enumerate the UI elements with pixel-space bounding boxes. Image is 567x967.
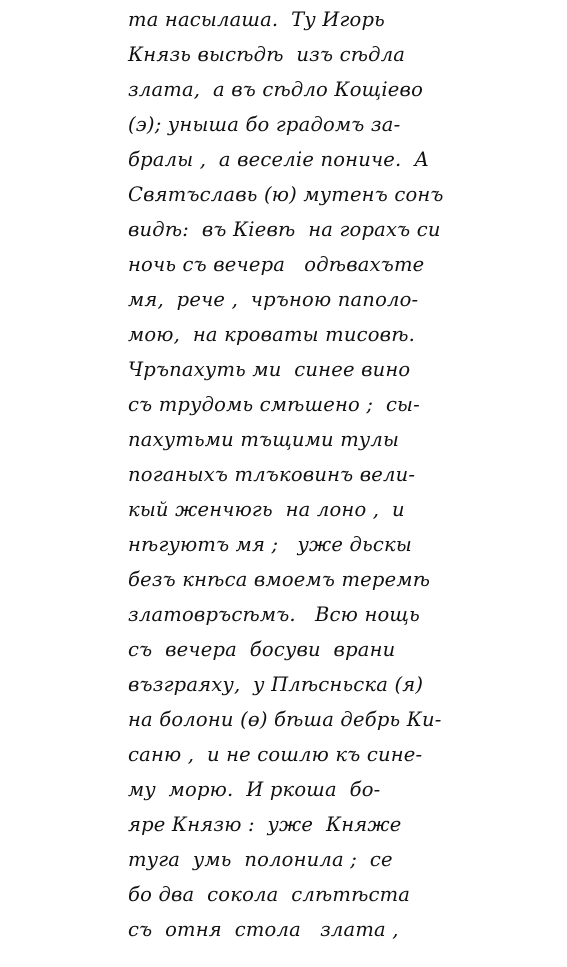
text-line: златовръсѣмъ. Всю нощь (128, 603, 420, 626)
text-line: саню , и не сошлю къ сине- (128, 743, 423, 766)
text-line: съ вечера босуви врани (128, 638, 396, 661)
text-line: видѣ: въ Кіевѣ на горахъ си (128, 218, 441, 241)
text-line: съ отня стола злата , (128, 918, 399, 941)
text-line: кый женчюгь на лоно , и (128, 498, 405, 521)
text-line: яре Князю : уже Княже (128, 813, 402, 836)
text-line: безъ кнѣса вмоемъ теремѣ (128, 568, 431, 591)
text-line: поганыхъ тлъковинъ вели- (128, 463, 416, 486)
text-line: Чръпахуть ми синее вино (128, 358, 411, 381)
text-line: Князь высѣдѣ изъ сѣдла (128, 43, 406, 66)
text-line: туга умь полонила ; се (128, 848, 393, 871)
text-line: му морю. И ркоша бо- (128, 778, 381, 801)
text-line: злата, а въ сѣдло Кощіево (128, 78, 424, 101)
text-line: нѣгуютъ мя ; уже дьскы (128, 533, 412, 556)
text-line: на болони (ө) бѣша дебрь Ки- (128, 708, 442, 731)
text-line: мою, на кроваты тисовѣ. (128, 323, 416, 346)
text-line: (э); уныша бо градомъ за- (128, 113, 401, 136)
text-line: Святъславь (ю) мутенъ сонъ (128, 183, 444, 206)
text-line: мя, рече , чръною паполо- (128, 288, 419, 311)
text-column (128, 2, 444, 947)
text-line: възграяху, у Плѣсньска (я) (128, 673, 424, 696)
text-line: пахутьми тъщими тулы (128, 428, 400, 451)
text-line: ночь съ вечера одѣвахъте (128, 253, 425, 276)
text-line: та насылаша. Ту Игорь (128, 8, 385, 31)
text-line: съ трудомь смѣшено ; сы- (128, 393, 420, 416)
text-line: бо два сокола слѣтѣста (128, 883, 411, 906)
text-line: бралы , а веселіе пониче. А (128, 148, 430, 171)
